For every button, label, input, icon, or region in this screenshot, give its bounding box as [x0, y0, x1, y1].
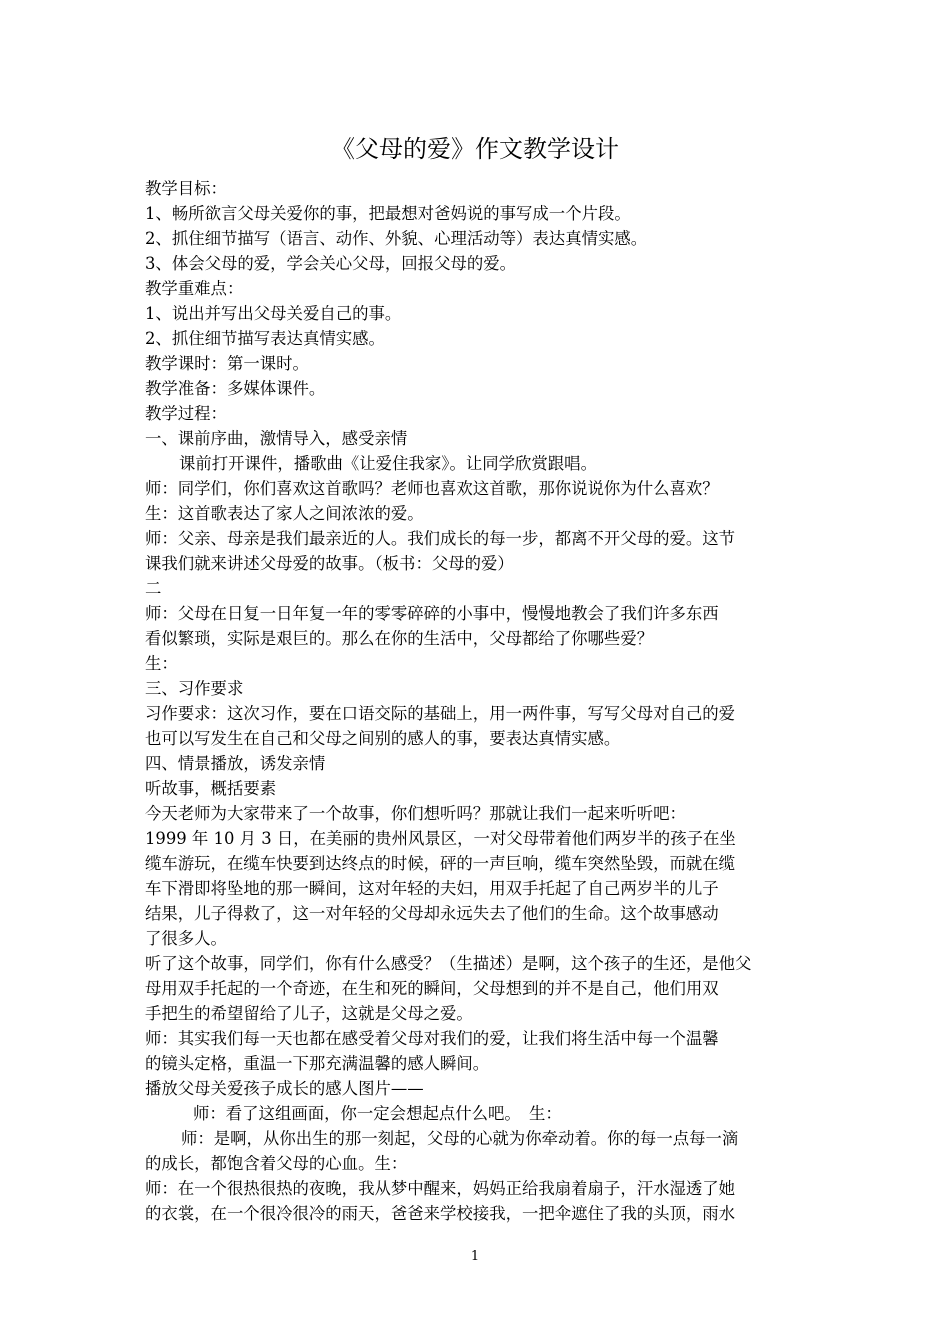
text-line: 3、体会父母的爱，学会关心父母，回报父母的爱。	[145, 254, 517, 273]
text-line: 结果，儿子得救了，这一对年轻的父母却永远失去了他们的生命。这个故事感动	[145, 904, 719, 923]
text-line: 生：	[145, 654, 178, 673]
text-line: 手把生的希望留给了儿子，这就是父母之爱。	[145, 1004, 473, 1023]
text-line: 师：在一个很热很热的夜晚，我从梦中醒来，妈妈正给我扇着扇子，汗水湿透了她	[145, 1179, 736, 1198]
text-line: 三、习作要求	[145, 679, 244, 698]
text-line: 四、情景播放，诱发亲情	[145, 754, 326, 773]
text-line: 教学重难点：	[145, 279, 244, 298]
text-line: 一、课前序曲，激情导入，感受亲情	[145, 429, 408, 448]
text-line: 教学目标：	[145, 179, 227, 198]
text-line: 了很多人。	[145, 929, 227, 948]
text-line: 1、说出并写出父母关爱自己的事。	[145, 304, 402, 323]
text-line: 课前打开课件，播歌曲《让爱住我家》。让同学欣赏跟唱。	[179, 454, 597, 473]
text-line: 的镜头定格，重温一下那充满温馨的感人瞬间。	[145, 1054, 490, 1073]
text-line: 师：其实我们每一天也都在感受着父母对我们的爱，让我们将生活中每一个温馨	[145, 1029, 719, 1048]
text-line: 听故事，概括要素	[145, 779, 277, 798]
text-line: 生：这首歌表达了家人之间浓浓的爱。	[145, 504, 424, 523]
text-line: 的衣裳，在一个很冷很冷的雨天，爸爸来学校接我，一把伞遮住了我的头顶，雨水	[145, 1204, 736, 1223]
text-line: 1、畅所欲言父母关爱你的事，把最想对爸妈说的事写成一个片段。	[145, 204, 631, 223]
text-line: 习作要求：这次习作，要在口语交际的基础上，用一两件事，写写父母对自己的爱	[145, 704, 736, 723]
text-line: 师：父亲、母亲是我们最亲近的人。我们成长的每一步，都离不开父母的爱。这节	[145, 529, 736, 548]
text-line: 听了这个故事，同学们，你有什么感受？（生描述）是啊，这个孩子的生还，是他父	[145, 954, 752, 973]
text-line: 的成长，都饱含着父母的心血。生：	[145, 1154, 408, 1173]
text-line: 2、抓住细节描写表达真情实感。	[145, 329, 385, 348]
text-line: 播放父母关爱孩子成长的感人图片——	[145, 1079, 424, 1098]
text-line: 教学准备：多媒体课件。	[145, 379, 326, 398]
text-line: 教学课时：第一课时。	[145, 354, 309, 373]
text-line: 母用双手托起的一个奇迹，在生和死的瞬间，父母想到的并不是自己，他们用双	[145, 979, 719, 998]
text-line: 二	[145, 579, 162, 598]
text-line: 2、抓住细节描写（语言、动作、外貌、心理活动等）表达真情实感。	[145, 229, 648, 248]
text-line: 车下滑即将坠地的那一瞬间，这对年轻的夫妇，用双手托起了自己两岁半的儿子	[145, 879, 719, 898]
text-line: 师：父母在日复一日年复一年的零零碎碎的小事中，慢慢地教会了我们许多东西	[145, 604, 719, 623]
text-line: 师：是啊，从你出生的那一刻起，父母的心就为你牵动着。你的每一点每一滴	[181, 1129, 739, 1148]
text-line: 看似繁琐，实际是艰巨的。那么在你的生活中，父母都给了你哪些爱？	[145, 629, 654, 648]
text-line: 师：同学们，你们喜欢这首歌吗？老师也喜欢这首歌，那你说说你为什么喜欢？	[145, 479, 719, 498]
text-line: 1999 年 10 月 3 日，在美丽的贵州风景区，一对父母带着他们两岁半的孩子在坐	[145, 829, 736, 848]
text-line: 课我们就来讲述父母爱的故事。（板书：父母的爱）	[145, 554, 514, 573]
text-line: 教学过程：	[145, 404, 227, 423]
text-line: 也可以写发生在自己和父母之间别的感人的事，要表达真情实感。	[145, 729, 621, 748]
text-line: 师：看了这组画面，你一定会想起点什么吧。 生：	[193, 1104, 562, 1123]
document-title: 《父母的爱》作文教学设计	[331, 135, 619, 163]
text-line: 缆车游玩，在缆车快要到达终点的时候，砰的一声巨响，缆车突然坠毁，而就在缆	[145, 854, 736, 873]
page-number: 1	[470, 1249, 480, 1264]
text-line: 今天老师为大家带来了一个故事，你们想听吗？那就让我们一起来听听吧：	[145, 804, 686, 823]
document-body	[145, 176, 815, 1226]
